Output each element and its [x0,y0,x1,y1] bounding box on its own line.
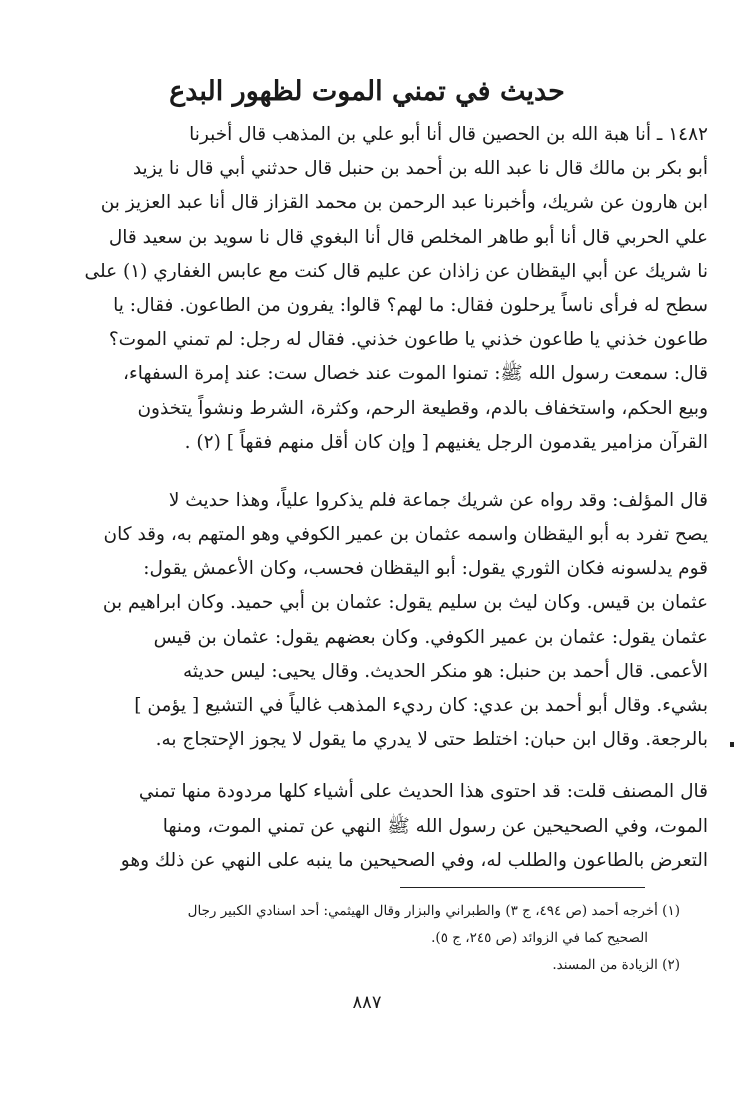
text-line: القرآن مزامير يقدمون الرجل يغنيهم [ وإن كان أقل منهم فقهاً ] (٢) . [184,431,708,453]
text-line: قال: سمعت رسول الله ﷺ: تمنوا الموت عند خصال ست: عند إمرة السفهاء، [123,363,708,385]
text-line: سطح له فرأى ناساً يرحلون فقال: ما لهم؟ قالوا: يفرون من الطاعون. فقال: يا [113,294,708,316]
text-line: قال المصنف قلت: قد احتوى هذا الحديث على أشياء كلها مردودة منها تمني [138,781,708,803]
paragraph-gap [76,757,708,775]
paragraph-hadith [76,118,708,460]
paragraph-gap [76,460,708,484]
text-line: التعرض بالطاعون والطلب له، وفي الصحيحين ما ينبه على النهي عن ذلك وهو [120,849,708,871]
text-line: الأعمى. قال أحمد بن حنبل: هو منكر الحديث. وقال يحيى: ليس حديثه [182,660,708,682]
page-number: ٨٨٧ [352,992,382,1013]
margin-mark [730,742,734,747]
footnote-2: (٢) الزيادة من المسند. [552,957,680,973]
text-line: عثمان يقول: عثمان بن عمير الكوفي. وكان بعضهم يقول: عثمان بن قيس [153,626,708,648]
text-line: علي الحربي قال أنا أبو طاهر المخلص قال أنا البغوي قال نا سويد بن سعيد قال [108,226,708,248]
page-title: حديث في تمني الموت لظهور البدع [169,76,565,107]
footnotes [76,898,680,979]
paragraph-compiler-comment [76,775,708,878]
text-line: قال المؤلف: وقد رواه عن شريك جماعة فلم يذكروا علياً، وهذا حديث لا [168,489,708,511]
text-line: يصح تفرد به أبو اليقظان واسمه عثمان بن عمير الكوفي وهو المتهم به، وقد كان [103,524,708,546]
footnote-separator [400,887,645,888]
text-line: بالرجعة. وقال ابن حبان: اختلط حتى لا يدري ما يقول لا يجوز الإحتجاج به. [155,729,708,751]
text-line: بشيء. وقال أبو أحمد بن عدي: كان رديء المذهب غالياً في التشيع [ يؤمن ] [134,695,708,716]
paragraph-author-comment [76,484,708,758]
text-line: نا شريك عن أبي اليقظان عن زاذان عن عليم قال كنت مع عابس الغفاري (١) على [84,260,708,282]
text-line: الموت، وفي الصحيحين عن رسول الله ﷺ النهي عن تمني الموت، ومنها [162,815,708,837]
text-line: قوم يدلسونه فكان الثوري يقول: أبو اليقظان فحسب، وكان الأعمش يقول: [143,558,708,580]
footnote-1: (١) أخرجه أحمد (ص ٤٩٤، ج ٣) والطبراني والبزار وقال الهيثمي: أحد اسنادي الكبير رجال [187,903,680,919]
text-line: طاعون خذني يا طاعون خذني يا طاعون خذني. فقال له رجل: لم تمني الموت؟ [108,329,708,351]
text-line: ابن هارون عن شريك، وأخبرنا عبد الرحمن بن محمد القزاز قال أنا عبد العزيز بن [100,192,708,214]
text-line: أبو بكر بن مالك قال نا عبد الله بن أحمد بن حنبل قال حدثني أبي قال نا يزيد [132,158,708,180]
text-line: وبيع الحكم، واستخفاف بالدم، وقطيعة الرحم، وكثرة، الشرط ونشواً يتخذون [137,397,708,419]
main-text [76,118,708,878]
footnote-1-continued: الصحيح كما في الزوائد (ص ٢٤٥، ج ٥). [431,930,648,946]
text-line: ١٤٨٢ ـ أنا هبة الله بن الحصين قال أنا أبو علي بن المذهب قال أخبرنا [189,124,708,145]
text-line: عثمان بن قيس. وكان ليث بن سليم يقول: عثمان بن أبي حميد. وكان ابراهيم بن [102,592,708,614]
